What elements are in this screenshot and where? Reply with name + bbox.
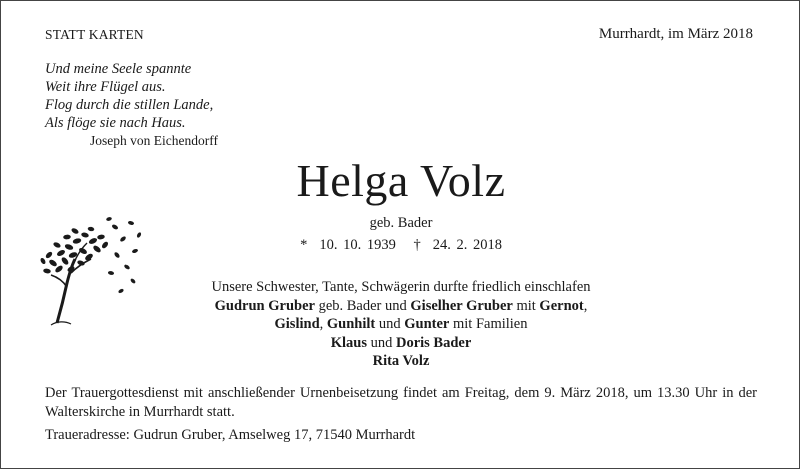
funeral-service-text: Der Trauergottesdienst mit anschließender Urnenbeisetzung findet am Freitag, dem 9. März 2018, um 13.30 Uhr in der Walterskirche in Murrhardt statt. [45,385,757,420]
poem-line: Und meine Seele spannte [45,61,192,77]
death-date: 24. 2. 2018 [432,237,502,253]
deceased-name: Helga Volz [296,155,506,206]
birth-symbol: * [300,237,308,253]
mourner-name: Gunter [404,316,450,332]
family-line [1,297,800,316]
family-text: , [319,316,327,332]
mourner-name: Rita Volz [372,353,430,369]
poem-line: Als flöge sie nach Haus. [45,115,186,131]
poem-line: Flog durch die stillen Lande, [45,97,214,113]
family-line [1,334,800,353]
place-date: Murrhardt, im März 2018 [598,26,753,42]
family-block [1,278,800,371]
family-text: mit [512,297,540,314]
mourner-name: Gernot [539,297,584,314]
mourner-name: Gunhilt [326,316,376,332]
family-line [1,315,800,334]
birth-name: geb. Bader [369,215,433,231]
mourner-name: Gudrun Gruber [214,297,315,314]
poem-line: Weit ihre Flügel aus. [45,79,166,95]
family-line [1,352,800,371]
poem-author: Joseph von Eichendorff [90,133,218,148]
mourner-name: Klaus [330,334,367,351]
family-text: und [375,316,405,332]
mourner-name: Gislind [274,316,320,332]
mourner-name: Doris Bader [395,334,472,351]
family-text: geb. Bader und [314,297,411,314]
mourner-name: Giselher Gruber [410,297,513,314]
birth-date: 10. 10. 1939 [319,237,396,253]
family-text: , [583,297,588,314]
family-intro: Unsere Schwester, Tante, Schwägerin durfte friedlich einschlafen [211,279,591,295]
statt-karten-label: STATT KARTEN [45,27,144,42]
death-symbol: † [413,237,421,253]
family-text: mit Familien [449,316,528,332]
mourning-address: Traueradresse: Gudrun Gruber, Amselweg 17, 71540 Murrhardt [45,427,416,443]
family-text: und [366,334,396,351]
poem [45,60,213,132]
life-dates [1,237,800,254]
